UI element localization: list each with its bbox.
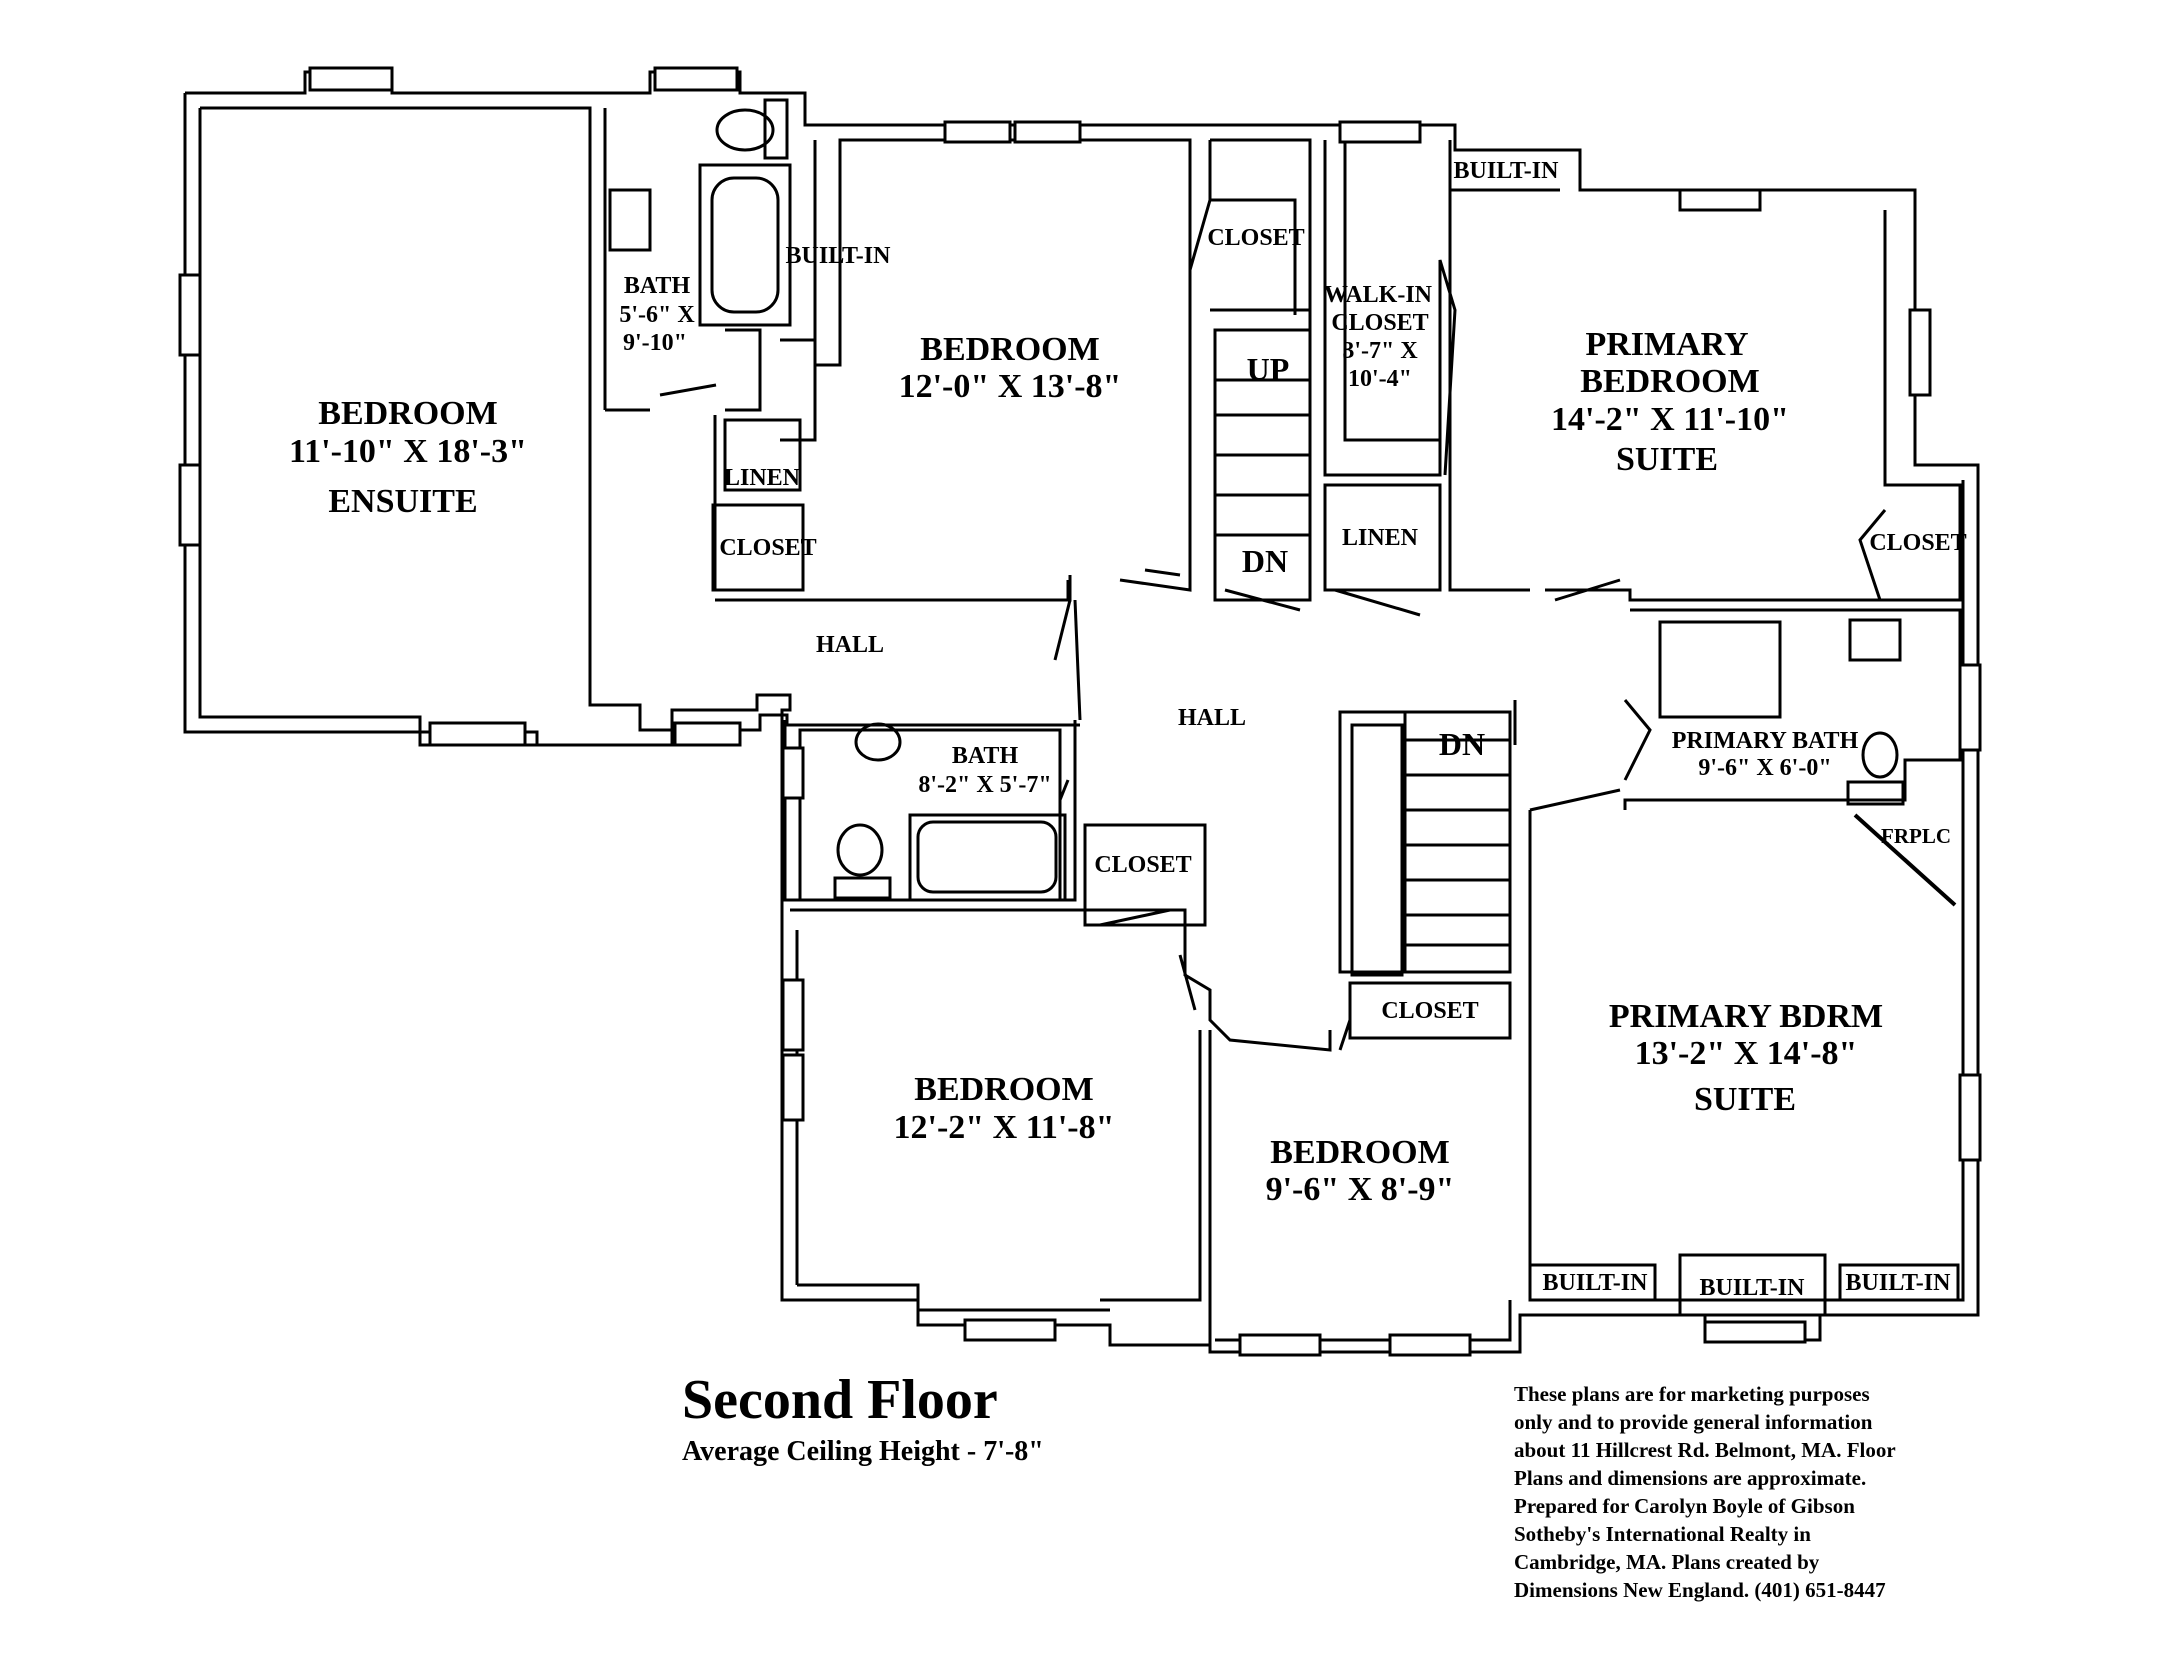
frplc-label: FRPLC <box>1881 824 1951 848</box>
primary-bedroom-dims: 14'-2" X 11'-10" <box>1551 401 1789 438</box>
stair-dn-label-2: DN <box>1438 726 1486 762</box>
closet-label-2: CLOSET <box>1207 225 1305 251</box>
builtin-label-4: BUILT-IN <box>1699 1275 1805 1301</box>
closet-label-1: CLOSET <box>719 535 817 561</box>
walkin-line1: WALK-IN <box>1323 282 1433 308</box>
disclaimer-line: Dimensions New England. (401) 651-8447 <box>1514 1578 1886 1602</box>
bedroom-ensuite-dims: 11'-10" X 18'-3" <box>289 433 527 470</box>
builtin-label-2: BUILT-IN <box>1453 158 1559 184</box>
builtin-label-3: BUILT-IN <box>1542 1270 1648 1296</box>
stair-dn-label-1: DN <box>1241 543 1289 579</box>
closet-label-3: CLOSET <box>1869 530 1967 556</box>
disclaimer-line: Prepared for Carolyn Boyle of Gibson <box>1514 1494 1855 1518</box>
walkin-line3: 3'-7" X <box>1342 338 1418 364</box>
primary-bedroom-line2: BEDROOM <box>1580 363 1760 400</box>
primary-bdrm-dims: 13'-2" X 14'-8" <box>1634 1035 1858 1072</box>
builtin-label-5: BUILT-IN <box>1845 1270 1951 1296</box>
bedroom-small-name: BEDROOM <box>1270 1134 1450 1171</box>
bedroom-ensuite-name: BEDROOM <box>318 395 498 432</box>
primary-bath-dims: 9'-6" X 6'-0" <box>1698 755 1832 781</box>
primary-bdrm-note: SUITE <box>1693 1081 1797 1118</box>
disclaimer-line: Cambridge, MA. Plans created by <box>1514 1550 1820 1574</box>
disclaimer-text <box>1514 1380 1974 1604</box>
primary-bedroom-note: SUITE <box>1615 441 1719 478</box>
bedroom-front-dims: 12'-0" X 13'-8" <box>898 368 1122 405</box>
plan-title: Second Floor <box>682 1369 998 1431</box>
disclaimer-line: about 11 Hillcrest Rd. Belmont, MA. Floor <box>1514 1438 1896 1462</box>
disclaimer-line: Plans and dimensions are approximate. <box>1514 1466 1867 1490</box>
bedroom-left-dims: 12'-2" X 11'-8" <box>893 1109 1115 1146</box>
linen-label-2: LINEN <box>1341 525 1419 551</box>
closet-label-5: CLOSET <box>1381 998 1479 1024</box>
bath-small-dims1: 5'-6" X <box>619 302 695 328</box>
primary-bedroom-line1: PRIMARY <box>1585 326 1749 363</box>
bath-small-dims2: 9'-10" <box>623 330 687 356</box>
stair-up-label: UP <box>1246 351 1290 387</box>
hall-label-1: HALL <box>815 632 885 658</box>
primary-bdrm-name: PRIMARY BDRM <box>1608 998 1884 1035</box>
walkin-line2: CLOSET <box>1331 310 1429 336</box>
bedroom-front-name: BEDROOM <box>920 331 1100 368</box>
bath-small-name: BATH <box>623 273 691 299</box>
plan-subtitle: Average Ceiling Height - 7'-8" <box>682 1436 1044 1467</box>
closet-label-4: CLOSET <box>1094 852 1192 878</box>
builtin-label-1: BUILT-IN <box>785 243 891 269</box>
exterior-walls <box>185 72 1978 1352</box>
bath-hall-name: BATH <box>951 743 1019 769</box>
linen-label-1: LINEN <box>723 465 801 491</box>
bedroom-ensuite-note: ENSUITE <box>328 483 478 520</box>
hall-label-2: HALL <box>1177 705 1247 731</box>
bath-hall-dims: 8'-2" X 5'-7" <box>918 772 1052 798</box>
bedroom-left-name: BEDROOM <box>914 1071 1094 1108</box>
walkin-line4: 10'-4" <box>1348 366 1412 392</box>
disclaimer-line: Sotheby's International Realty in <box>1514 1522 1811 1546</box>
disclaimer-line: These plans are for marketing purposes <box>1514 1382 1870 1406</box>
primary-bath-name: PRIMARY BATH <box>1671 728 1859 754</box>
bedroom-small-dims: 9'-6" X 8'-9" <box>1265 1171 1455 1208</box>
disclaimer-line: only and to provide general information <box>1514 1410 1873 1434</box>
